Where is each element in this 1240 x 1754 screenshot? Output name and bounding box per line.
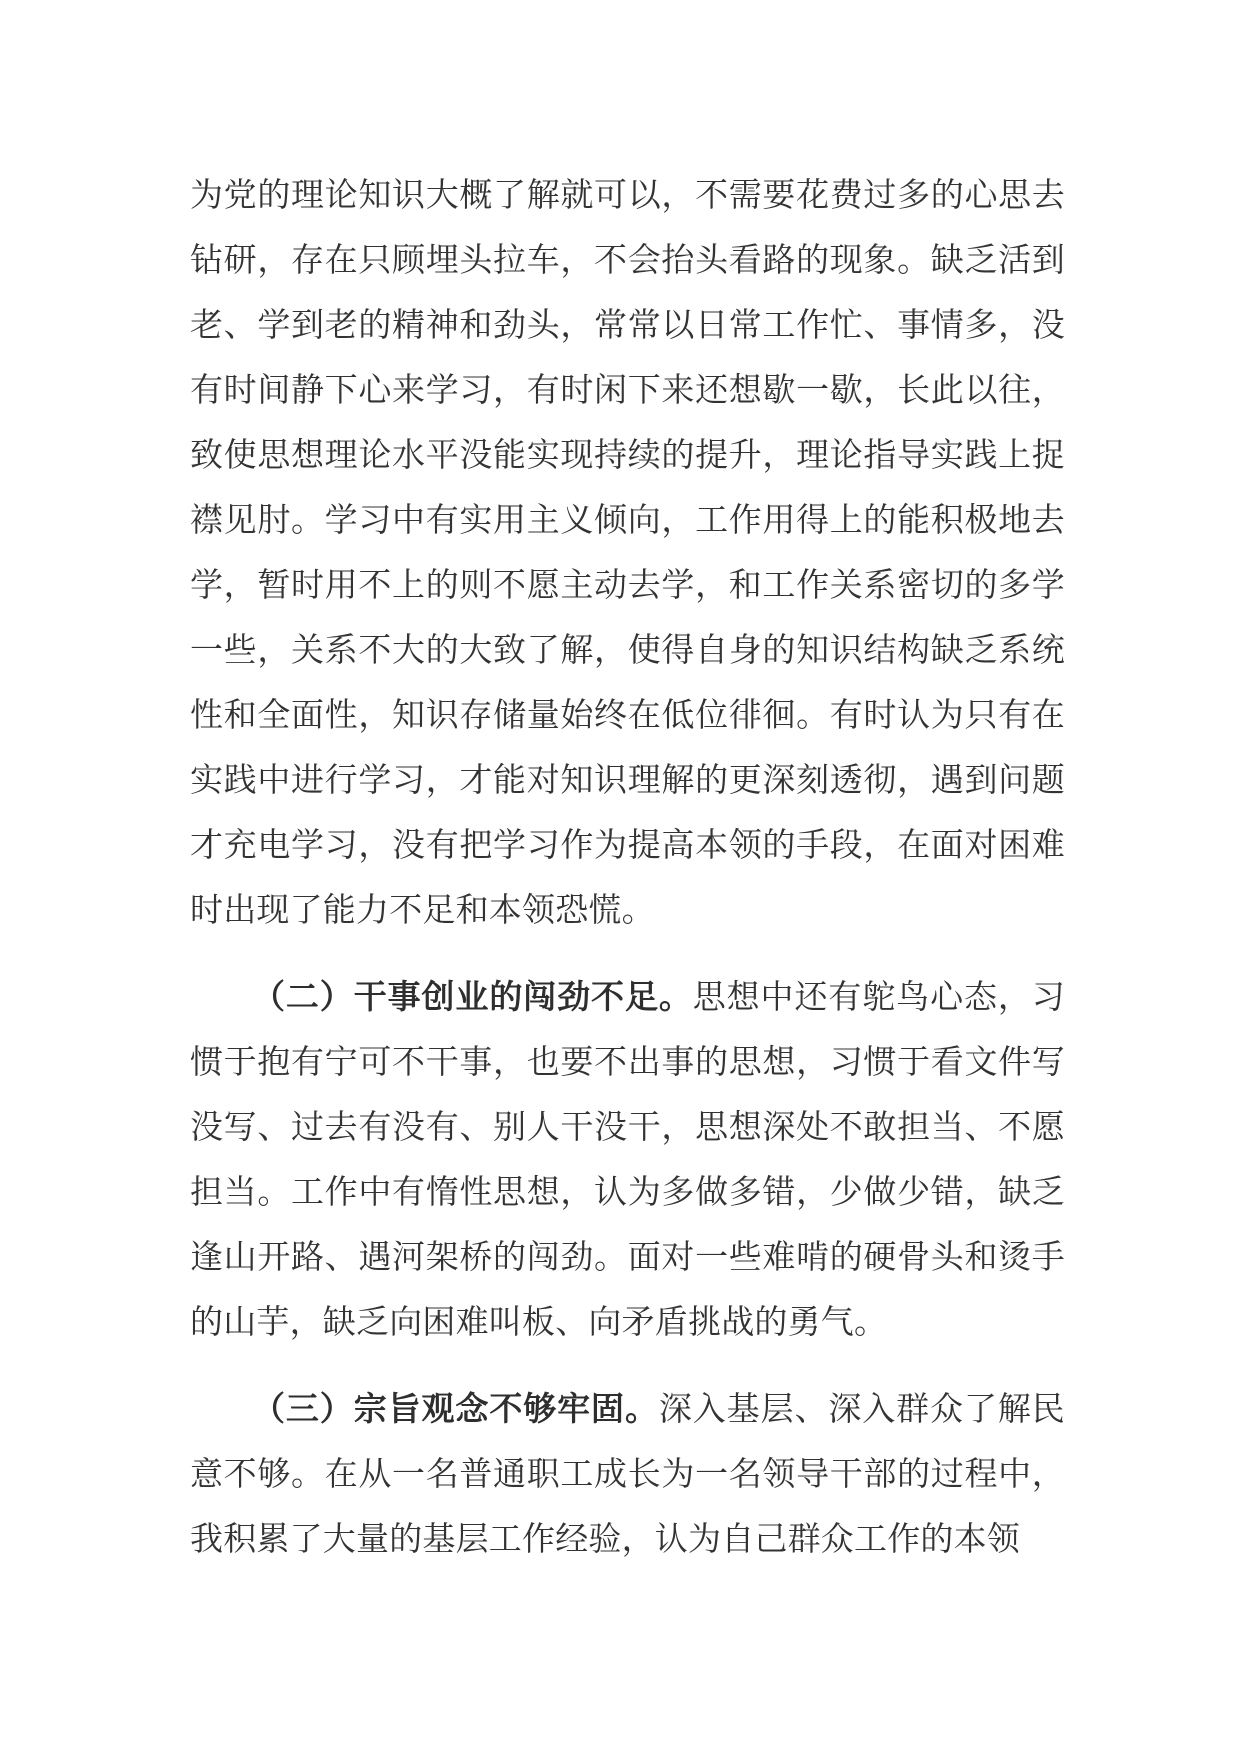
section-heading-3: （三）宗旨观念不够牢固。	[252, 1389, 659, 1428]
section-heading-2: （二）干事创业的闯劲不足。	[252, 977, 693, 1016]
paragraph-3	[190, 1376, 1065, 1571]
paragraph-3-text: 深入基层、深入群众了解民意不够。在从一名普通职工成长为一名领导干部的过程中，我积累了大量的基层工作经验，认为自己群众工作的本领	[190, 1389, 1066, 1558]
document-body	[190, 162, 1065, 1571]
paragraph-1	[190, 162, 1065, 942]
paragraph-1-text: 为党的理论知识大概了解就可以，不需要花费过多的心思去钻研，存在只顾埋头拉车，不会抬头看路的现象。缺乏活到老、学到老的精神和劲头，常常以日常工作忙、事情多，没有时间静下心来学习，有时闲下来还想歇一歇，长此以往，致使思想理论水平没能实现持续的提升，理论指导实践上捉襟见肘。学习中有实用主义倾向，工作用得上的能积极地去学，暂时用不上的则不愿主动去学，和工作关系密切的多学一些，关系不大的大致了解，使得自身的知识结构缺乏系统性和全面性，知识存储量始终在低位徘徊。有时认为只有在实践中进行学习，才能对知识理解的更深刻透彻，遇到问题才充电学习，没有把学习作为提高本领的手段，在面对困难时出现了能力不足和本领恐慌。	[190, 175, 1065, 929]
paragraph-2-text: 思想中还有鸵鸟心态，习惯于抱有宁可不干事，也要不出事的思想，习惯于看文件写没写、过去有没有、别人干没干，思想深处不敢担当、不愿担当。工作中有惰性思想，认为多做多错，少做少错，缺乏逢山开路、遇河架桥的闯劲。面对一些难啃的硬骨头和烫手的山芋，缺乏向困难叫板、向矛盾挑战的勇气。	[190, 977, 1065, 1341]
paragraph-2	[190, 964, 1065, 1354]
